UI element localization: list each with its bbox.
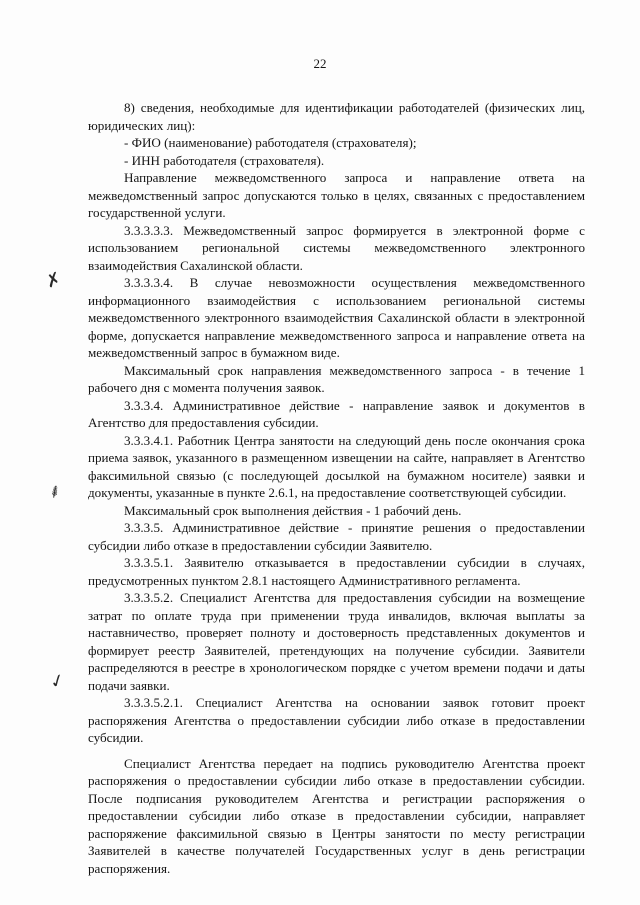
paragraph-3-3-3-5: 3.3.3.5. Административное действие - принятие решения о предоставлении субсидии либо отказе в предоставлении субсидии Заявителю.	[88, 520, 585, 553]
paragraph-action-deadline: Максимальный срок выполнения действия - 1 рабочий день.	[124, 502, 462, 518]
paragraph-3-3-3-4-1: 3.3.3.4.1. Работник Центра занятости на следующий день после окончания срока приема заявок, указанного в размещенном извещении на сайте, направляет в Агентство факсимильной связью (с последующей досылкой на бумажном носителе) заявки и документы, указанные в пункте 2.6.1, на предоставление соответствующей субсидии.	[88, 432, 585, 500]
margin-mark-icon: ⸙	[44, 479, 65, 504]
list-item-employer-inn: - ИНН работодателя (страхователя).	[124, 152, 325, 168]
paragraph-signing-procedure: Специалист Агентства передает на подпись руководителю Агентства проект распоряжения о предоставлении субсидии либо отказе в предоставлении субсидии. После подписания руководителем Агентства и регистрации распоряжения о предоставлении субсидии либо отказе в предоставлении субсидии, направляет распоряжение факсимильной связью в Центры занятости по месту регистрации Заявителей в качестве получателей Государственных услуг в день регистрации распоряжения.	[88, 755, 585, 876]
paragraph-request-purpose: Направление межведомственного запроса и направление ответа на межведомственный запрос допускаются только в целях, связанных с предоставлением государственной услуги.	[88, 170, 585, 220]
paragraph-3-3-3-4: 3.3.3.4. Административное действие - направление заявок и документов в Агентство для предоставления субсидии.	[88, 397, 585, 430]
paragraph-3-3-3-5-1: 3.3.3.5.1. Заявителю отказывается в предоставлении субсидии в случаях, предусмотренных пунктом 2.8.1 настоящего Административного регламента.	[88, 555, 585, 588]
paragraph-request-deadline: Максимальный срок направления межведомственного запроса - в течение 1 рабочего дня с момента получения заявок.	[88, 362, 585, 395]
page-number: 22	[313, 56, 327, 71]
paragraph-3-3-3-3-4: 3.3.3.3.4. В случае невозможности осуществления межведомственного информационного взаимодействия с использованием региональной системы межведомственного электронного взаимодействия Сахалинской области в электронной форме, допускается направление межведомственного запроса и направление ответа на межведомственный запрос в бумажном виде.	[88, 275, 585, 360]
document-body	[88, 99, 585, 877]
margin-mark-icon: ✓	[46, 669, 69, 694]
paragraph-identification-info: 8) сведения, необходимые для идентификации работодателей (физических лиц, юридических лиц):	[88, 100, 585, 133]
paragraph-3-3-3-5-2: 3.3.3.5.2. Специалист Агентства для предоставления субсидии на возмещение затрат по оплате труда при применении труда инвалидов, включая выплаты за наставничество, проверяет полноту и достоверность представленных документов и формирует реестр Заявителей, претендующих на получение субсидии. Заявители распределяются в реестре в хронологическом порядке с учетом времени подачи и даты подачи заявки.	[88, 590, 585, 693]
paragraph-3-3-3-5-2-1: 3.3.3.5.2.1. Специалист Агентства на основании заявок готовит проект распоряжения Агентства о предоставлении субсидии либо отказе в предоставлении субсидии.	[88, 695, 585, 745]
list-item-employer-name: - ФИО (наименование) работодателя (страхователя);	[124, 135, 417, 150]
margin-mark-icon: ✗	[42, 268, 65, 293]
paragraph-3-3-3-3-3: 3.3.3.3.3. Межведомственный запрос формируется в электронной форме с использованием региональной системы межведомственного электронного взаимодействия Сахалинской области.	[88, 222, 585, 273]
